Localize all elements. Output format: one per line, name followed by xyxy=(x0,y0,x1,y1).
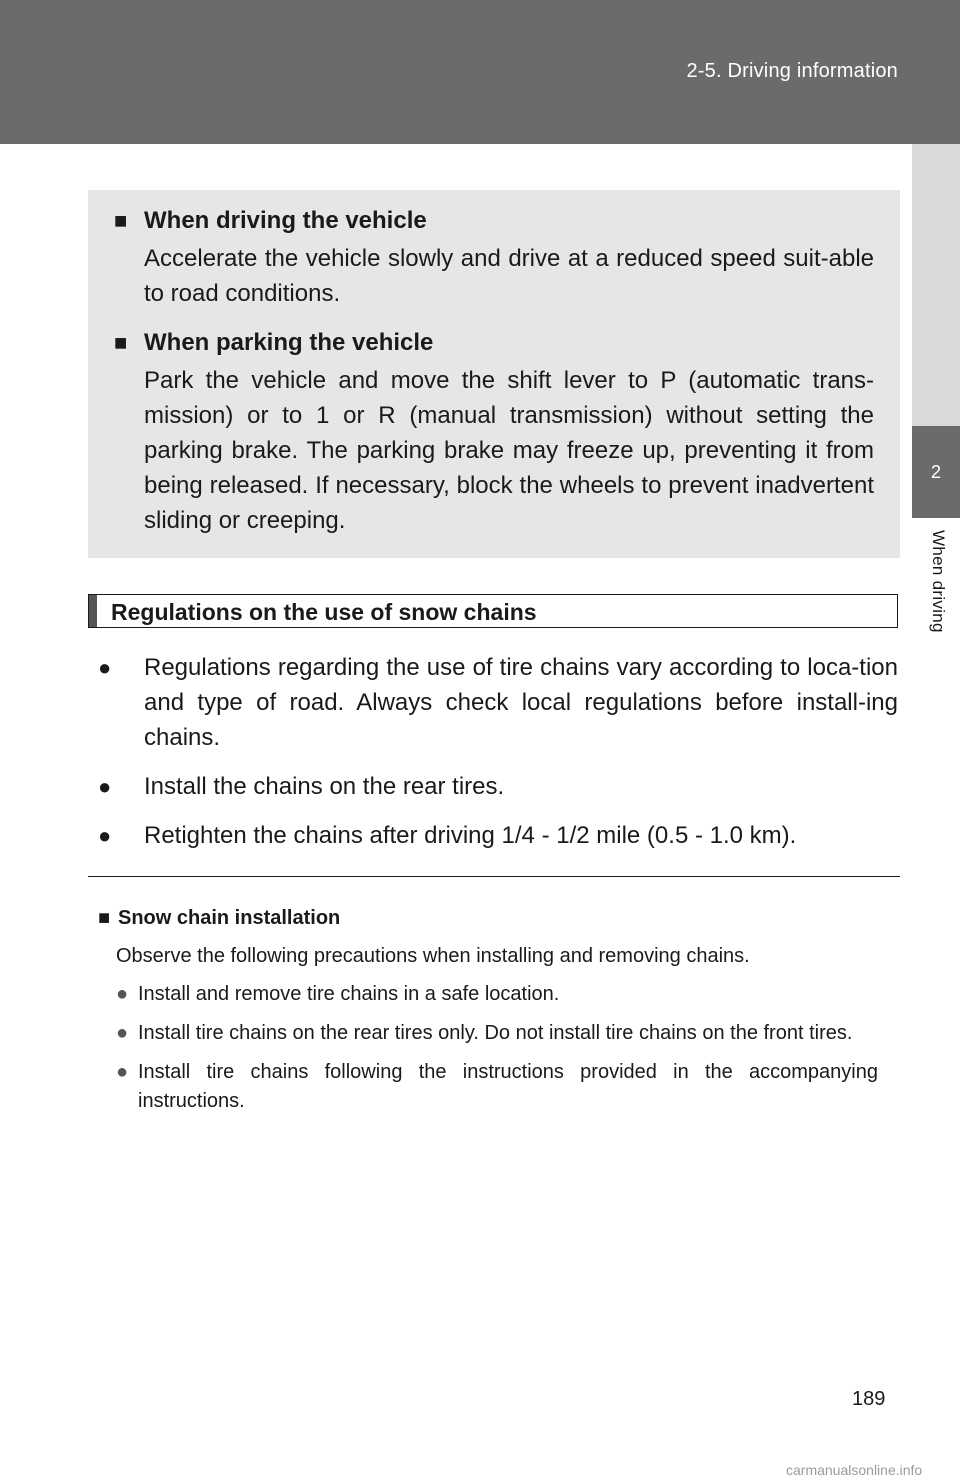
section-accent xyxy=(89,595,97,627)
note-intro: Observe the following precautions when installing and removing chains. xyxy=(116,945,750,967)
note-section xyxy=(98,904,878,1116)
info-heading-text: When driving the vehicle xyxy=(144,207,427,234)
info-heading xyxy=(114,328,874,358)
bullet-icon: ● xyxy=(98,774,112,799)
list-item xyxy=(98,980,878,1009)
square-icon: ■ xyxy=(114,330,128,355)
page-number: 189 xyxy=(852,1388,886,1410)
bullet-list xyxy=(98,650,898,867)
section-title: 2-5. Driving information xyxy=(686,60,898,82)
page-header xyxy=(0,0,960,144)
list-item-text: Install the chains on the rear tires. xyxy=(144,773,505,800)
info-text: Park the vehicle and move the shift lever to P (automatic trans-mission) or to 1 or R (manual transmission) without setting the parking brake. The parking brake may freeze up, preventing it from being released. If necessary, block the wheels to prevent inadvertent sliding or creeping. xyxy=(144,367,874,534)
square-icon: ■ xyxy=(98,907,111,929)
bullet-icon: ● xyxy=(116,1022,129,1044)
info-item-parking xyxy=(114,328,874,538)
list-item xyxy=(98,769,898,804)
side-tab-top xyxy=(912,144,960,426)
list-item-text: Install tire chains on the rear tires only. Do not install tire chains on the front tires. xyxy=(138,1022,853,1044)
divider xyxy=(88,876,900,877)
section-heading xyxy=(88,594,898,628)
list-item-text: Install and remove tire chains in a safe location. xyxy=(138,983,560,1005)
list-item-text: Regulations regarding the use of tire chains vary according to loca-tion and type of road. Always check local regulations before install-ing chains. xyxy=(144,654,898,751)
info-heading-text: When parking the vehicle xyxy=(144,329,434,356)
square-icon: ■ xyxy=(114,208,128,233)
list-item xyxy=(98,1058,878,1116)
list-item-text: Retighten the chains after driving 1/4 - 1/2 mile (0.5 - 1.0 km). xyxy=(144,822,797,849)
info-item-driving xyxy=(114,206,874,311)
chapter-label: When driving xyxy=(929,530,948,633)
list-item xyxy=(98,650,898,755)
info-box xyxy=(88,190,900,558)
section-heading-text: Regulations on the use of snow chains xyxy=(111,599,537,625)
bullet-icon: ● xyxy=(116,983,129,1005)
chapter-number: 2 xyxy=(912,426,960,518)
bullet-icon: ● xyxy=(98,823,112,848)
info-text: Accelerate the vehicle slowly and drive at a reduced speed suit-able to road conditions. xyxy=(144,245,874,307)
note-heading xyxy=(98,904,878,932)
list-item-text: Install tire chains following the instructions provided in the accompanying instructions. xyxy=(138,1061,878,1112)
watermark: carmanualsonline.info xyxy=(786,1462,923,1478)
bullet-icon: ● xyxy=(116,1061,129,1083)
info-heading xyxy=(114,206,874,236)
note-heading-text: Snow chain installation xyxy=(118,907,341,929)
bullet-icon: ● xyxy=(98,655,112,680)
list-item xyxy=(98,1019,878,1048)
list-item xyxy=(98,818,898,853)
